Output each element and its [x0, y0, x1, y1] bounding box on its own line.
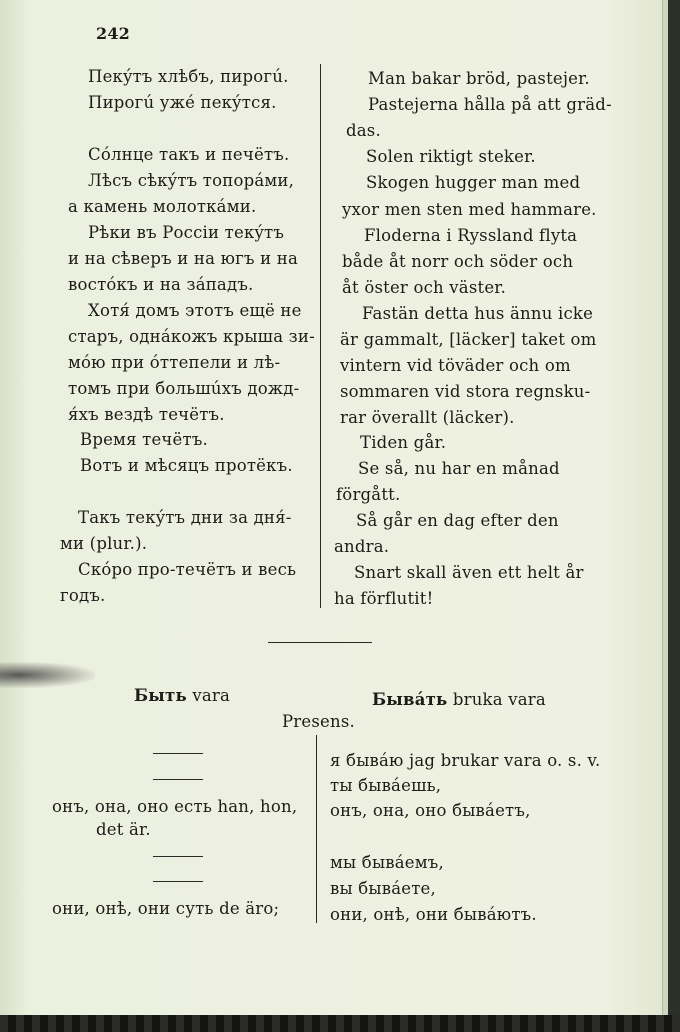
- sv-line: Skogen hugger man med: [366, 173, 581, 192]
- sv-line: Snart skall även ett helt år: [354, 563, 584, 582]
- empty-form-dash: [153, 779, 203, 780]
- ru-line: и на сѣверъ и на югъ и на: [68, 249, 299, 268]
- empty-form-dash: [153, 753, 203, 754]
- scan-background-bottom: [0, 1015, 680, 1032]
- sv-line: både åt norr och söder och: [342, 252, 574, 271]
- sv-line: Tiden går.: [360, 433, 447, 452]
- sv-line: Så går en dag efter den: [356, 511, 559, 530]
- left-heading: [134, 686, 230, 706]
- ru-line: Сóлнце такъ и печётъ.: [88, 145, 290, 164]
- conj-left-line: det är.: [96, 820, 151, 839]
- ru-line: Время течётъ.: [80, 430, 208, 449]
- sv-line: yxor men sten med hammare.: [342, 200, 597, 219]
- sv-line: Se så, nu har en månad: [358, 459, 560, 478]
- sv-line: ha förflutit!: [334, 589, 434, 608]
- sv-line: Pastejerna hålla på att gräd-: [368, 95, 612, 114]
- sv-line: åt öster och väster.: [342, 278, 507, 297]
- conj-right-line: вы бывáете,: [330, 879, 436, 898]
- right-heading-ru: Бывáть: [372, 690, 448, 709]
- right-heading-sv: bruka vara: [452, 690, 546, 709]
- sv-line: förgått.: [336, 485, 401, 504]
- ru-line: Пирогú ужé пекýтся.: [88, 93, 277, 112]
- page-number: 242: [96, 24, 130, 43]
- conj-left-line: онъ, она, оно есть han, hon,: [52, 797, 298, 816]
- sv-line: är gammalt, [läcker] taket om: [340, 330, 597, 349]
- left-heading-sv: vara: [192, 686, 231, 705]
- ru-line: Лѣсъ сѣкýтъ топорáми,: [88, 171, 295, 190]
- scan-smudge: [0, 662, 95, 688]
- section-separator: [268, 642, 372, 643]
- sv-line: Fastän detta hus ännu icke: [362, 304, 594, 323]
- ru-line: я́хъ вездѣ течётъ.: [68, 405, 225, 424]
- conj-right-line: они, онѣ, они бывáютъ.: [330, 905, 537, 924]
- ru-line: мóю при óттепели и лѣ-: [68, 353, 281, 372]
- empty-form-dash: [153, 856, 203, 857]
- conj-right-line: онъ, она, оно бывáетъ,: [330, 801, 531, 820]
- empty-form-dash: [153, 881, 203, 882]
- sv-line: Floderna i Ryssland flyta: [364, 226, 578, 245]
- ru-line: томъ при большúхъ дожд-: [68, 379, 300, 398]
- sv-line: das.: [346, 121, 381, 140]
- column-divider: [320, 64, 321, 608]
- sv-line: Solen riktigt steker.: [366, 147, 536, 166]
- sv-line: sommaren vid stora regnsku-: [340, 382, 591, 401]
- ru-line: Скóро про-течётъ и весь: [78, 560, 297, 579]
- sv-line: Man bakar bröd, pastejer.: [368, 69, 590, 88]
- ru-line: Вотъ и мѣсяцъ протёкъ.: [80, 456, 293, 475]
- conj-right-line: мы бывáемъ,: [330, 853, 444, 872]
- ru-line: Пекýтъ хлѣбъ, пирогú.: [88, 67, 289, 86]
- ru-line: Рѣки въ Россіи текýтъ: [88, 223, 285, 242]
- ru-line: Хотя́ домъ этотъ ещё не: [88, 301, 302, 320]
- conj-left-line: они, онѣ, они суть de äro;: [52, 899, 280, 918]
- right-heading: [372, 690, 546, 710]
- left-heading-ru: Быть: [134, 686, 187, 705]
- ru-line: старъ, однáкожъ крыша зи-: [68, 327, 315, 346]
- ru-line: годъ.: [60, 586, 106, 605]
- ru-line: Такъ текýтъ дни за дня́-: [78, 508, 292, 527]
- sv-line: andra.: [334, 537, 390, 556]
- ru-line: востóкъ и на зáпадъ.: [68, 275, 254, 294]
- ru-line: а камень молоткáми.: [68, 197, 257, 216]
- conj-right-line: ты бывáешь,: [330, 776, 442, 795]
- scan-background-right: [668, 0, 680, 1015]
- tense-label: Presens.: [282, 712, 355, 731]
- sv-line: vintern vid töväder och om: [340, 356, 571, 375]
- conj-right-line: я бывáю jag brukar vara o. s. v.: [330, 751, 601, 770]
- conjugation-divider: [316, 735, 317, 923]
- ru-line: ми (plur.).: [60, 534, 148, 553]
- sv-line: rar överallt (läcker).: [340, 408, 515, 427]
